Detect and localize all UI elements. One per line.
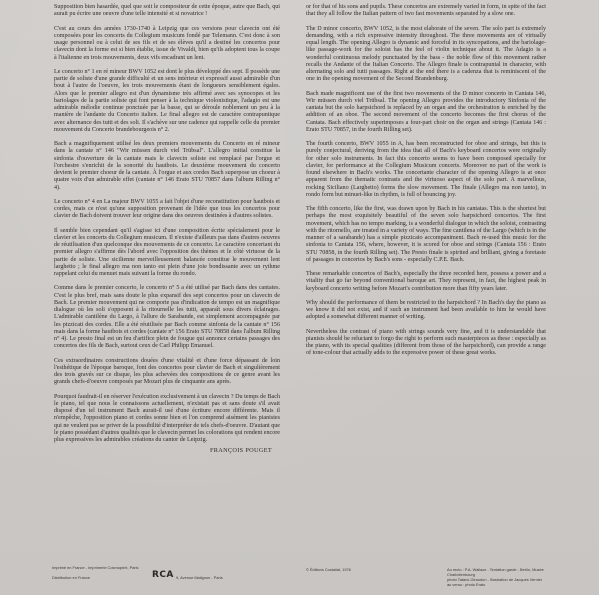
french-notes-column bbox=[54, 4, 280, 455]
author-signature: FRANÇOIS POUGET bbox=[209, 447, 272, 455]
paragraph: The fifth concerto, like the first, was drawn upon by Bach in his cantatas. This is the shortest but perhaps the most exquisitely beautiful of the seven solo harpsichord concertos. The first movement, which has no tempo marking, is a wonderful dialogue in which the soloist, contrasting with the ritornello, are treated in a variety of ways. The fine cantilena of the Largo (which is in the manner of a sarabande) has a simple pizzicato accompaniment. Bach re-used this music for the sinfonia to Cantata 156, where, however, it is scored for oboe and strings (Cantata 156 : Erato STU 70858, in the fourth Rilling set). The Presto finale is spirited and brilliant, giving a foretaste of passages in concertos by Bach's sons - especially C.P.E. Bach. bbox=[306, 206, 546, 263]
paragraph: These remarkable concertos of Bach's, especially the three recorded here, possess a power and a vitality that go far beyond conventional baroque art. They represent, in fact, the highest peak in keyboard concerto writing before Mozart's contribution more than fifty years later. bbox=[306, 271, 546, 292]
paragraph: The D minor concerto, BWV 1052, is the most elaborate of the seven. The solo part is extremely demanding, with a rich expressive intensity throughout. The three movements are of virtually equal length. The opening Allegro is dynamic and forceful in its syncopations, and the bariolage-like passage-work for the soloist has the feel of violin technique about it. The Adagio is a wonderful continuous melody punctuated by the bass - the noble flow of this movement rather recalls the Andante of the Italian Concerto. The Allegro finale is contrapuntal in character, with alternating solo and tutti passages. Right at the end there is a cadenza that is reminiscent of the one in the opening movement of the Second Brandenburg. bbox=[306, 25, 546, 83]
paragraph: Bach a magnifiquement utilisé les deux premiers mouvements du Concerto en ré mineur dans la cantate n° 146 "Wir müssen durch viel Trübsal". L'allegro initial constitue la sinfonia d'ouverture de la cantate mais le clavecin soliste est remplacé par l'orgue et l'orchestre s'enrichit de la sonorité du hautbois. Le deuxième mouvement du concerto devient le premier choeur de la cantate. À l'orgue et aux cordes Bach superpose un choeur à quatre voix d'un admirable effet (cantate n° 146 Erato STU 70857 dans l'album Rilling n° 4). bbox=[54, 141, 280, 191]
paragraph: Pourquoi faudrait-il en réserver l'exécution exclusivement à un clavecin ? Du temps de Bach le piano, tel que nous le connaissons actuellement, n'existait pas et sans doute s'il avait disposé d'un tel instrument Bach aurait-il usé d'une écriture encore différente. Mais il n'empêche, l'opposition piano et cordes sonne bien et l'on comprend aisément les pianistes qui ne veulent pas se priver de la possibilité d'interpréter de tels chefs-d'oeuvre. D'autant que le piano possédant d'autres qualités que le clavecin permet les colorations qui rendent encore plus expressives les admirables créations du cantor de Leipzig. bbox=[54, 393, 280, 443]
printer-text: Imprimé en France - Imprimerie Cosmoprint, Paris bbox=[52, 565, 139, 570]
distributor-address: 9, Avenue Matignon - Paris bbox=[176, 575, 223, 580]
copyright-notice: © Éditions Costallat, 1976 bbox=[306, 567, 351, 572]
paragraph: Why should the performance of them be restricted to the harpsichord ? In Bach's day the piano as we know it did not exist, and if such an instrument had been available to him he would have adopted a somewhat different manner of writing. bbox=[306, 299, 546, 321]
footer bbox=[0, 555, 599, 595]
credits-line: photo Tatarci-Giraudon - Illustration de Jacques Vernier bbox=[447, 577, 543, 582]
paragraph: Bach made magnificent use of the first two movements of the D minor concerto in Cantata 146, Wir müssen durch viel Trübsal. The opening Allegro provides the introductory Sinfonia of the cantata but the solo harpsichord is replaced by an organ and the orchestration is enriched by the addition of an oboe. The second movement of the concerto becomes the first chorus of the Cantata. Bach effectively superimposes a four-part choir on the organ and strings (Cantata 146 : Erato STU 70857, in the fourth Rilling set). bbox=[306, 90, 546, 133]
paragraph: Le concerto n° 1 en ré mineur BWV 1052 est dont le plus développé des sept. Il possède une partie de soliste d'une grande difficulté et un sens intérieur et expressif aussi admirable d'un bout à l'autre de l'oeuvre, les trois mouvements étant de longueurs sensiblement égales. Alors que le premier allegro est d'un dynamisme très affirmé avec ses synocopes et les bariolages de la partie soliste qui font penser à la technique violonistique, l'adagio est une admirable mélodie continue ponctuée par la basse, qui se déroule noblement un peu à la manière de l'andante du Concerto italien. Le final allegro est de caractère contrapuntique avec alternance des tutti et des soli. Il s'achève sur une cadence qui rappelle celle du premier mouvement du Concerto brandebourgeois n° 2. bbox=[54, 68, 280, 133]
rca-logo: RCA bbox=[152, 570, 174, 580]
paragraph: The fourth concerto, BWV 1055 in A, has been reconstructed for oboe and strings, but this is purely conjectural, deriving from the idea that all of Bach's keyboard concertos were originally for other solo instruments. In fact this concerto seems to have been composed specially for clavier, for performance at the Collegium Musicum concerts. Moreover no part of the work is found elsewhere in Bach's works. The concertante character of the opening Allegro is at once apparent from the thematic contrasts and the virtuoso aspect of the solo part. A marvellous, rocking Siciliano (Larghetto) forms the slow movement. The finale (Allegro ma non tanto), in rondo form but minuet-like in rhythm, is full of bouncing joy. bbox=[306, 141, 546, 198]
paragraph: Il semble bien cependant qu'il s'agisse ici d'une composition écrite spécialement pour le clavier et les concerts du Collegium musicum. Il n'existe d'ailleurs pas dans d'autres oeuvres de réutilisation d'un quelconque des mouvements de ce concerto. Le caractère concertant du premier allegro s'affirme dès l'abord avec l'opposition des thèmes et le côté virtuose de la partie de soliste. Une sicilienne merveilleusement balancée constitue le mouvement lent larghetto ; le final allegro ma non tanto est plein d'une joie bondissante avec un rythme rappelant celui du menuet mais suivant la forme du rondo. bbox=[54, 227, 280, 277]
photo-credits bbox=[447, 567, 547, 587]
credits-line: Au recto : P.A. Wallace - Tentation garde - Berlin, Musée Charlottenbourg bbox=[447, 567, 544, 577]
paragraph: or for that of his sons and pupils. These concertos are extremely varied in form, in spite of the fact that they all follow the Italian pattern of two fast movements separated by a slow one. bbox=[306, 4, 546, 18]
paragraph: Comme dans le premier concerto, le concerto n° 5 a été utilisé par Bach dans des cantates. C'est le plus bref, mais sans doute le plus expansif des sept concertos pour un clavecin de Bach. Le premier mouvement qui ne comporte pas d'indication de tempo est un magnifique dialogue où les soli s'opposent à la ritournelle les tutti, apparaît sous divers éclairages. L'admirable cantilène du Largo, à l'allure de Sarabande, est simplement accompagnée par les pizzicati des cordes. Elle a été réutilisée par Bach comme sinfonia de la cantate n° 156 mais dans la forme hautbois et cordes (cantate n° 156 Erato STU 70858 dans l'album Rilling n° 4). Le presto final est un feu d'artifice plein de fougue qui annonce certains passages des concertos des fils de Bach, surtout ceux de Carl Philipp Emanuel. bbox=[54, 285, 280, 350]
english-notes-column bbox=[306, 4, 546, 365]
paragraph: Le concerto n° 4 en La majeur BWV 1055 a fait l'objet d'une reconstitution pour hautbois et cordes, mais ce n'est qu'une supposition provenant de l'idée que tous les concertos pour clavier de Bach doivent trouver leur origine dans des oeuvres destinées à d'autres solistes. bbox=[54, 198, 280, 220]
paragraph: C'est au cours des années 1730-1740 à Leipzig que ces versions pour clavecin ont été composées pour les concerts du Collegium musicum fondé par Telemann. C'est donc à son usage personnel ou à celui de ses fils et de ses élèves qu'il a destiné les concertos pour clavecin dont la forme est si bien établie, issue de Vivaldi, bien qu'ils adoptent tous la coupe à l'italienne en trois mouvements, deux vifs encadrant un lent. bbox=[54, 25, 280, 61]
credits-line: au verso : photo Erato bbox=[447, 582, 486, 587]
distribution-label: Distribution en France bbox=[52, 575, 91, 580]
paragraph: Ces extraordinaires constructions douées d'une vitalité et d'une force dépassant de loin l'esthétique de l'époque baroque, font des concertos pour clavier de Bach et singulièrement des trois gravés sur ce disque, les plus achevées des compositions de ce genre avant les grands chefs-d'oeuvre composés par Mozart plus de cinquante ans après. bbox=[54, 357, 280, 386]
paragraph: Nevertheless the contrast of piano with strings sounds very fine, and it is understandable that pianists should be reluctant to forgo the right to perform such masterpieces as these : especially as the piano, with its special qualities (different from those of the harpsichord), can provide a range of tone-colour that actually adds to the expressive power of these great works. bbox=[306, 328, 546, 357]
paragraph: Supposition bien hasardée, quel que soit le compositeur de cette époque, autre que Bach, qui aurait pu écrire une oeuvre d'une telle intensité et si novatrice ! bbox=[54, 4, 280, 18]
